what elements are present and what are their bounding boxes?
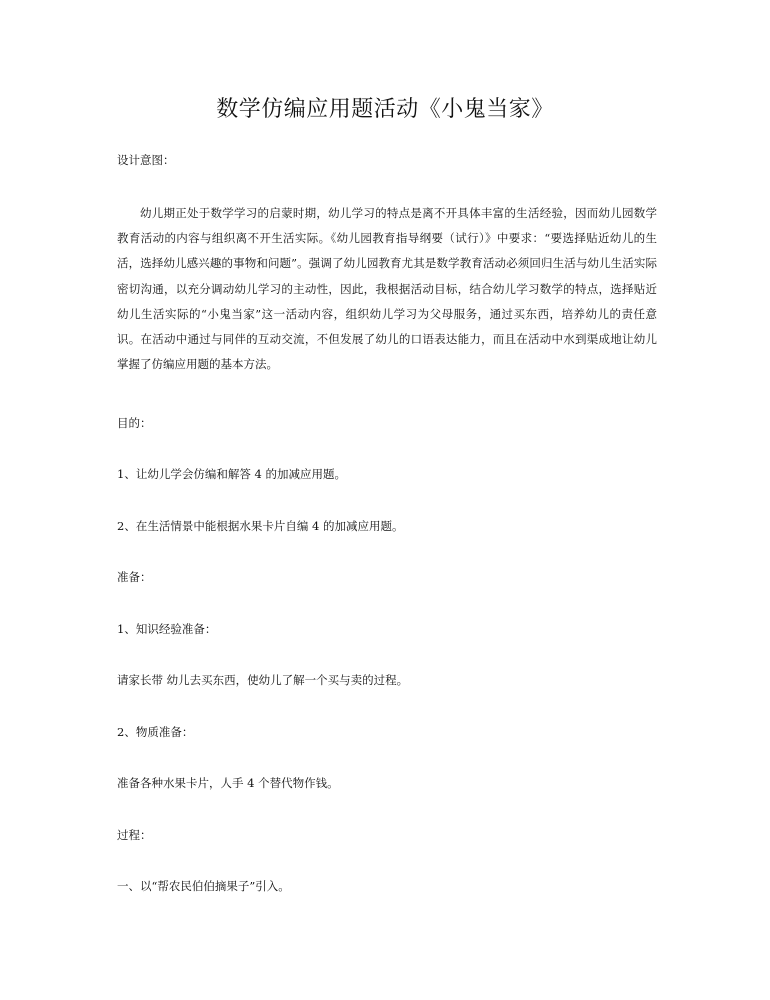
preparation-2-heading: 2、物质准备： — [117, 725, 194, 739]
preparation-heading: 准备： — [117, 570, 152, 584]
goal-item-1: 1、让幼儿学会仿编和解答 4 的加减应用题。 — [117, 467, 346, 481]
process-heading: 过程： — [117, 828, 152, 842]
preparation-1-body: 请家长带 幼儿去买东西，使幼儿了解一个买与卖的过程。 — [117, 673, 409, 687]
design-intent-heading: 设计意图： — [117, 153, 175, 167]
process-step-1: 一、以“帮农民伯伯摘果子”引入。 — [117, 879, 290, 893]
document-title: 数学仿编应用题活动《小鬼当家》 — [216, 97, 554, 122]
preparation-2-body: 准备各种水果卡片，人手 4 个替代物作钱。 — [117, 776, 339, 790]
preparation-1-heading: 1、知识经验准备： — [117, 622, 217, 636]
design-intent-paragraph: 幼儿期正处于数学学习的启蒙时期，幼儿学习的特点是离不开具体丰富的生活经验，因而幼儿园数学教育活动的内容与组织离不开生活实际。《幼儿园教育指导纲要（试行）》中要求：“要选择贴近幼儿的生活，选择幼儿感兴趣的事物和问题”。强调了幼儿园教育尤其是数学教育活动必须回归生活与幼儿生活实际密切沟通，以充分调动幼儿学习的主动性，因此，我根据活动目标，结合幼儿学习数学的特点，选择贴近幼儿生活实际的“小鬼当家”这一活动内容，组织幼儿学习为父母服务，通过买东西，培养幼儿的责任意识。在活动中通过与同伴的互动交流，不但发展了幼儿的口语表达能力，而且在活动中水到渠成地让幼儿掌握了仿编应用题的基本方法。 — [117, 206, 657, 372]
goal-heading: 目的： — [117, 416, 152, 430]
goal-item-2: 2、在生活情景中能根据水果卡片自编 4 的加减应用题。 — [117, 519, 404, 533]
